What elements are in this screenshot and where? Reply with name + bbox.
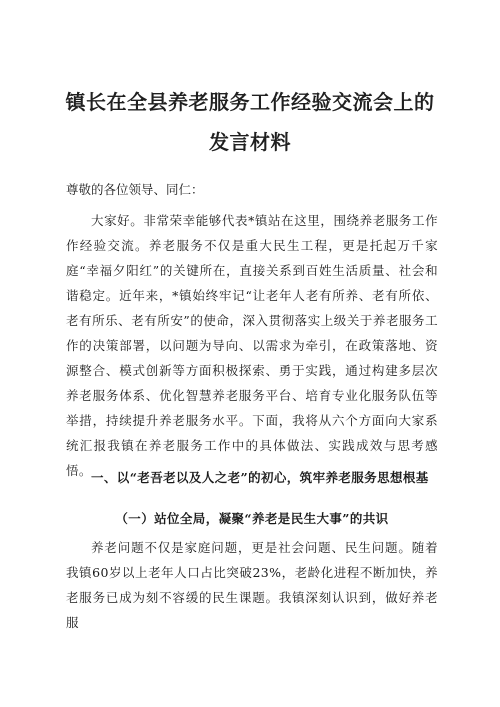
intro-paragraph: 大家好。非常荣幸能够代表*镇站在这里，围绕养老服务工作作经验交流。养老服务不仅是重大民生工程，更是托起万千家庭“幸福夕阳红”的关键所在，直接关系到百姓生活质量、社会和谐稳定。近年来，*镇始终牢记“让老年人老有所养、老有所依、老有所乐、老有所安”的使命，深入贯彻落实上级关于养老服务工作的决策部署，以问题为导向、以需求为牵引，在政策落地、资源整合、模式创新等方面积极探索、勇于实践，通过构建多层次养老服务体系、优化智慧养老服务平台、培育专业化服务队伍等举措，持续提升养老服务水平。下面，我将从六个方面向大家系统汇报我镇在养老服务工作中的具体做法、实践成效与思考感悟。 <box>66 213 438 478</box>
subsection-heading-1: （一）站位全局，凝聚“养老是民生大事”的共识 <box>115 511 389 526</box>
salutation: 尊敬的各位领导、同仁： <box>66 182 204 197</box>
section-heading-1: 一、以“老吾老以及人之老”的初心，筑牢养老服务思想根基 <box>91 470 429 485</box>
document-title-line1: 镇长在全县养老服务工作经验交流会上的 <box>65 90 435 114</box>
body-paragraph-2: 养老问题不仅是家庭问题，更是社会问题、民生问题。随着我镇60岁以上老年人口占比突破23%，老龄化进程不断加快，养老服务已成为刻不容缓的民生课题。我镇深刻认识到，做好养老服 <box>66 540 438 630</box>
document-title-line2: 发言材料 <box>209 130 291 154</box>
